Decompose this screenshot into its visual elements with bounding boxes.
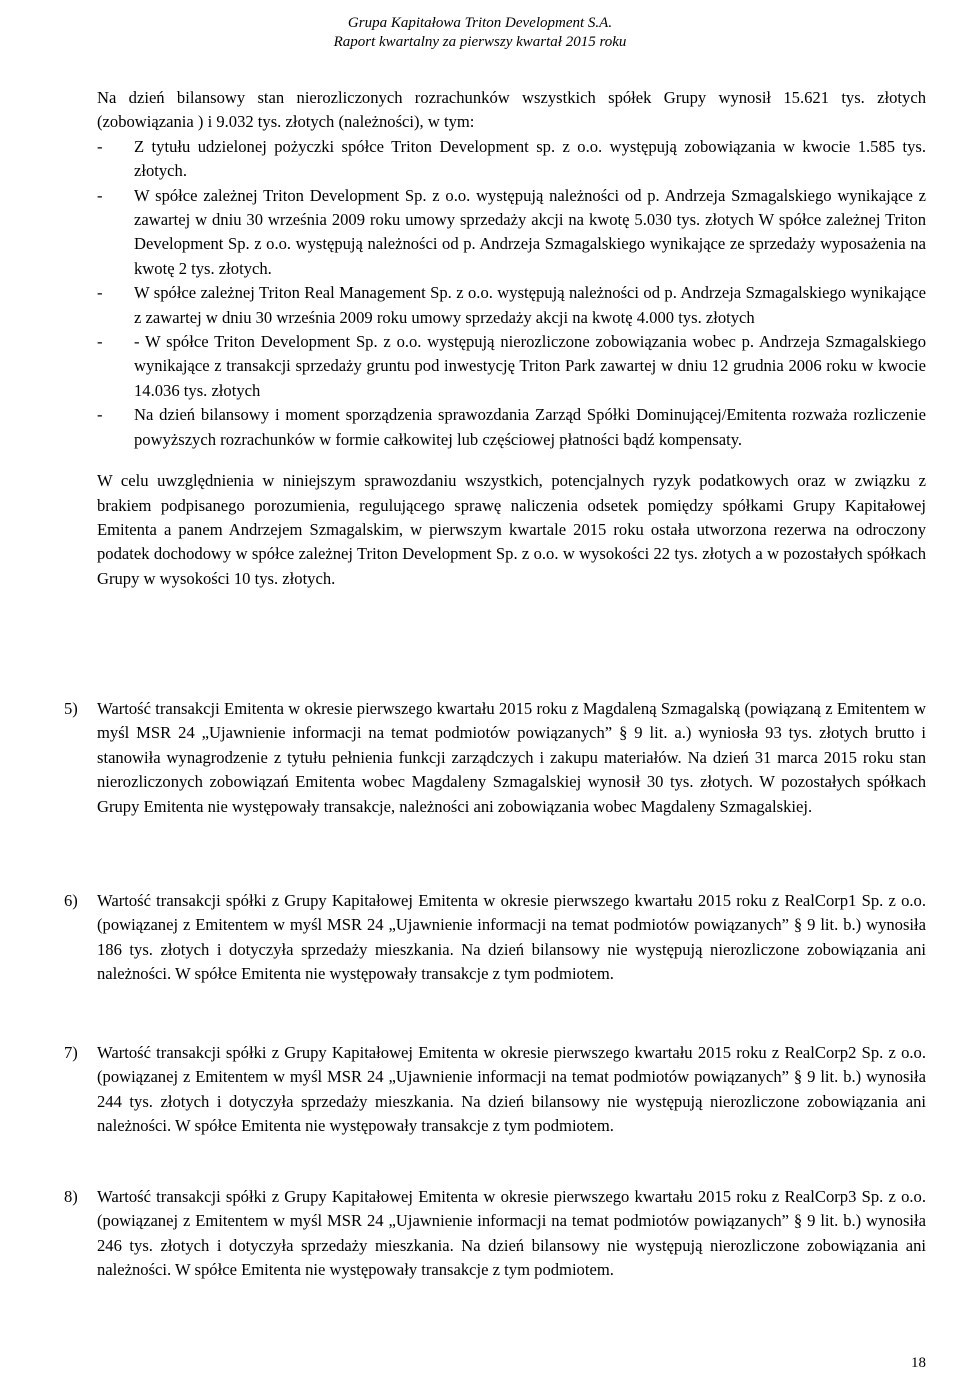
item-number: 5) bbox=[64, 699, 78, 718]
list-item-text: - W spółce Triton Development Sp. z o.o. występują nierozliczone zobowiązania wobec p. Andrzeja Szmagalskiego wynikające z transakcji sprzedaży gruntu pod inwestycję Triton Park zawartej w dniu 12 grudnia 2006 roku w kwocie 14.036 tys. złotych bbox=[134, 332, 926, 400]
numbered-item-5 bbox=[64, 697, 926, 819]
numbered-item-6 bbox=[64, 889, 926, 987]
tax-provision-paragraph: W celu uwzględnienia w niniejszym sprawozdaniu wszystkich, potencjalnych ryzyk podatkowych oraz w związku z brakiem podpisanego porozumienia, regulującego sprawę naliczenia odsetek pomiędzy spółkami Grupy Kapitałowej Emitenta a panem Andrzejem Szmagalskim, w pierwszym kwartale 2015 roku ostała utworzona rezerwa na odroczony podatek dochodowy w spółce zależnej Triton Development Sp. z o.o. w wysokości 22 tys. złotych a w pozostałych spółkach Grupy w wysokości 10 tys. złotych. bbox=[97, 471, 926, 588]
dash-marker: - bbox=[97, 136, 103, 156]
list-item bbox=[97, 330, 926, 403]
page-header bbox=[0, 14, 960, 52]
header-report-title: Raport kwartalny za pierwszy kwartał 2015 roku bbox=[333, 34, 627, 50]
item-text: Wartość transakcji spółki z Grupy Kapitałowej Emitenta w okresie pierwszego kwartału 2015 roku z RealCorp3 Sp. z o.o. (powiązanej z Emitentem w myśl MSR 24 „Ujawnienie informacji na temat podmiotów powiązanych” § 9 lit. b.) wynosiła 246 tys. złotych i dotyczyła sprzedaży mieszkania. Na dzień bilansowy nie występują nierozliczone zobowiązania ani należności. W spółce Emitenta nie występowały transakcje z tym podmiotem. bbox=[97, 1187, 926, 1280]
item-text: Wartość transakcji spółki z Grupy Kapitałowej Emitenta w okresie pierwszego kwartału 2015 roku z RealCorp1 Sp. z o.o. (powiązanej z Emitentem w myśl MSR 24 „Ujawnienie informacji na temat podmiotów powiązanych” § 9 lit. b.) wynosiła 186 tys. złotych i dotyczyła sprzedaży mieszkania. Na dzień bilansowy nie występują nierozliczone zobowiązania ani należności. W spółce Emitenta nie występowały transakcje z tym podmiotem. bbox=[97, 891, 926, 984]
dash-marker: - bbox=[97, 283, 103, 303]
intro-paragraph: Na dzień bilansowy stan nierozliczonych rozrachunków wszystkich spółek Grupy wynosił 15.621 tys. złotych (zobowiązania ) i 9.032 tys. złotych (należności), w tym: bbox=[97, 88, 926, 132]
list-item-text: W spółce zależnej Triton Real Management Sp. z o.o. występują należności od p. Andrzeja Szmagalskiego wynikające z zawartej w dniu 30 września 2009 roku umowy sprzedaży akcji na kwotę 4.000 tys. złotych bbox=[134, 283, 926, 327]
dash-marker: - bbox=[97, 185, 103, 205]
page-number: 18 bbox=[911, 1355, 926, 1371]
dash-marker: - bbox=[97, 405, 103, 425]
list-item bbox=[97, 135, 926, 184]
list-item bbox=[97, 281, 926, 330]
list-item-text: W spółce zależnej Triton Development Sp. z o.o. występują należności od p. Andrzeja Szmagalskiego wynikające z zawartej w dniu 30 września 2009 roku umowy sprzedaży akcji na kwotę 5.030 tys. złotych W spółce zależnej Triton Development Sp. z o.o. występują należności od p. Andrzeja Szmagalskiego wynikające ze sprzedaży wyposażenia na kwotę 2 tys. złotych. bbox=[134, 185, 926, 278]
item-text: Wartość transakcji Emitenta w okresie pierwszego kwartału 2015 roku z Magdaleną Szmagalską (powiązaną z Emitentem w myśl MSR 24 „Ujawnienie informacji na temat podmiotów powiązanych” § 9 lit. a.) wyniosła 93 tys. złotych brutto i stanowiła wynagrodzenie z tytułu pełnienia funkcji zarządczych i zakupu materiałów. Na dzień 31 marca 2015 roku stan nierozliczonych zobowiązań Emitenta wobec Magdaleny Szmagalskiej wynosił 30 tys. złotych. W pozostałych spółkach Grupy Emitenta nie występowały transakcje, należności ani zobowiązania wobec Magdaleny Szmagalskiej. bbox=[97, 699, 926, 816]
intro-section bbox=[97, 86, 926, 591]
list-item bbox=[97, 184, 926, 282]
list-item bbox=[97, 403, 926, 452]
item-text: Wartość transakcji spółki z Grupy Kapitałowej Emitenta w okresie pierwszego kwartału 2015 roku z RealCorp2 Sp. z o.o. (powiązanej z Emitentem w myśl MSR 24 „Ujawnienie informacji na temat podmiotów powiązanych” § 9 lit. b.) wynosiła 244 tys. złotych i dotyczyła sprzedaży mieszkania. Na dzień bilansowy nie występują nierozliczone zobowiązania ani należności. W spółce Emitenta nie występowały transakcje z tym podmiotem. bbox=[97, 1043, 926, 1136]
numbered-item-7 bbox=[64, 1041, 926, 1139]
dash-marker: - bbox=[97, 332, 103, 352]
list-item-text: Z tytułu udzielonej pożyczki spółce Triton Development sp. z o.o. występują zobowiązania w kwocie 1.585 tys. złotych. bbox=[134, 136, 926, 181]
numbered-item-8 bbox=[64, 1185, 926, 1283]
item-number: 6) bbox=[64, 891, 78, 910]
header-company: Grupa Kapitałowa Triton Development S.A. bbox=[347, 15, 613, 31]
item-number: 7) bbox=[64, 1043, 78, 1062]
item-number: 8) bbox=[64, 1187, 78, 1206]
list-item-text: Na dzień bilansowy i moment sporządzenia sprawozdania Zarząd Spółki Dominującej/Emitenta rozważa rozliczenie powyższych rozrachunków w formie całkowitej lub częściowej płatności bądź kompensaty. bbox=[134, 405, 926, 449]
